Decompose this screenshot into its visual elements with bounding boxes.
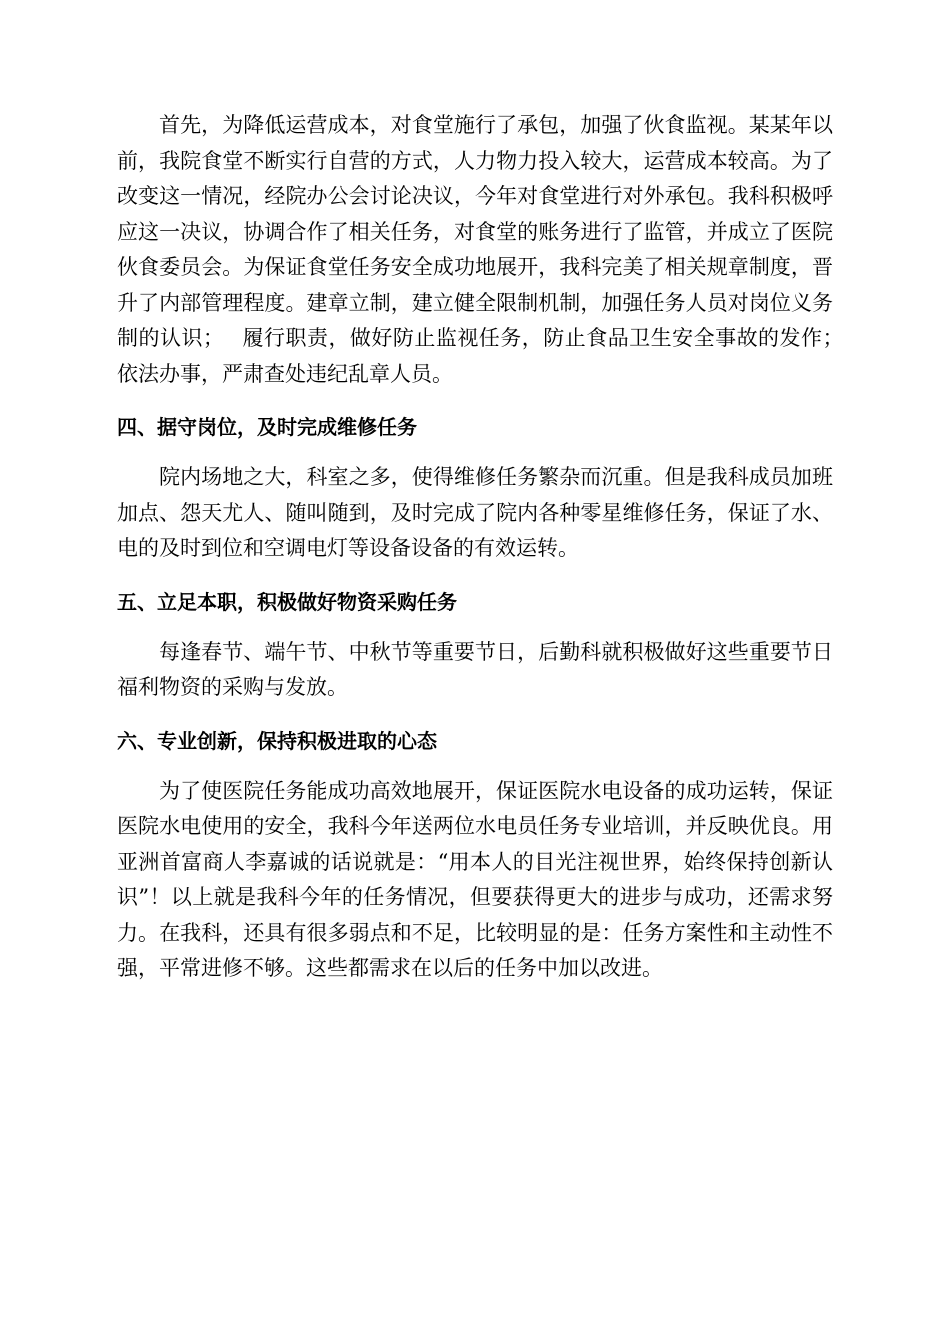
section-heading-maintenance: 四、据守岗位，及时完成维修任务 — [117, 415, 417, 439]
paragraph-canteen: 首先，为降低运营成本，对食堂施行了承包，加强了伙食监视。某某年以前，我院食堂不断实行自营的方式，人力物力投入较大，运营成本较高。为了改变这一情况，经院办公会讨论决议，今年对食堂进行对外承包。我科积极呼应这一决议，协调合作了相关任务，对食堂的账务进行了监管，并成立了医院伙食委员会。为保证食堂任务安全成功地展开，我科完美了相关规章制度，晋升了内部管理程度。建章立制，建立健全限制机制，加强任务人员对岗位义务制的认识； 履行职责，做好防止监视任务，防止食品卫生安全事故的发作； 依法办事，严肃查处违纪乱章人员。 — [117, 113, 861, 386]
paragraph-maintenance: 院内场地之大，科室之多，使得维修任务繁杂而沉重。但是我科成员加班加点、怨天尤人、随叫随到，及时完成了院内各种零星维修任务，保证了水、电的及时到位和空调电灯等设备设备的有效运转。 — [117, 465, 833, 560]
paragraph-innovation: 为了使医院任务能成功高效地展开，保证医院水电设备的成功运转，保证医院水电使用的安全，我科今年送两位水电员任务专业培训，并反映优良。用亚洲首富商人李嘉诚的话说就是：“用本人的目光注视世界，始终保持创新认识”！以上就是我科今年的任务情况，但要获得更大的进步与成功，还需求努力。在我科，还具有很多弱点和不足，比较明显的是：任务方案性和主动性不强，平常进修不够。这些都需求在以后的任务中加以改进。 — [117, 778, 833, 980]
paragraph-procurement: 每逢春节、端午节、中秋节等重要节日，后勤科就积极做好这些重要节日福利物资的采购与发放。 — [117, 639, 833, 699]
section-heading-innovation: 六、专业创新，保持积极进取的心态 — [117, 728, 437, 753]
document-page — [117, 108, 861, 987]
section-heading-procurement: 五、立足本职，积极做好物资采购任务 — [117, 589, 457, 614]
